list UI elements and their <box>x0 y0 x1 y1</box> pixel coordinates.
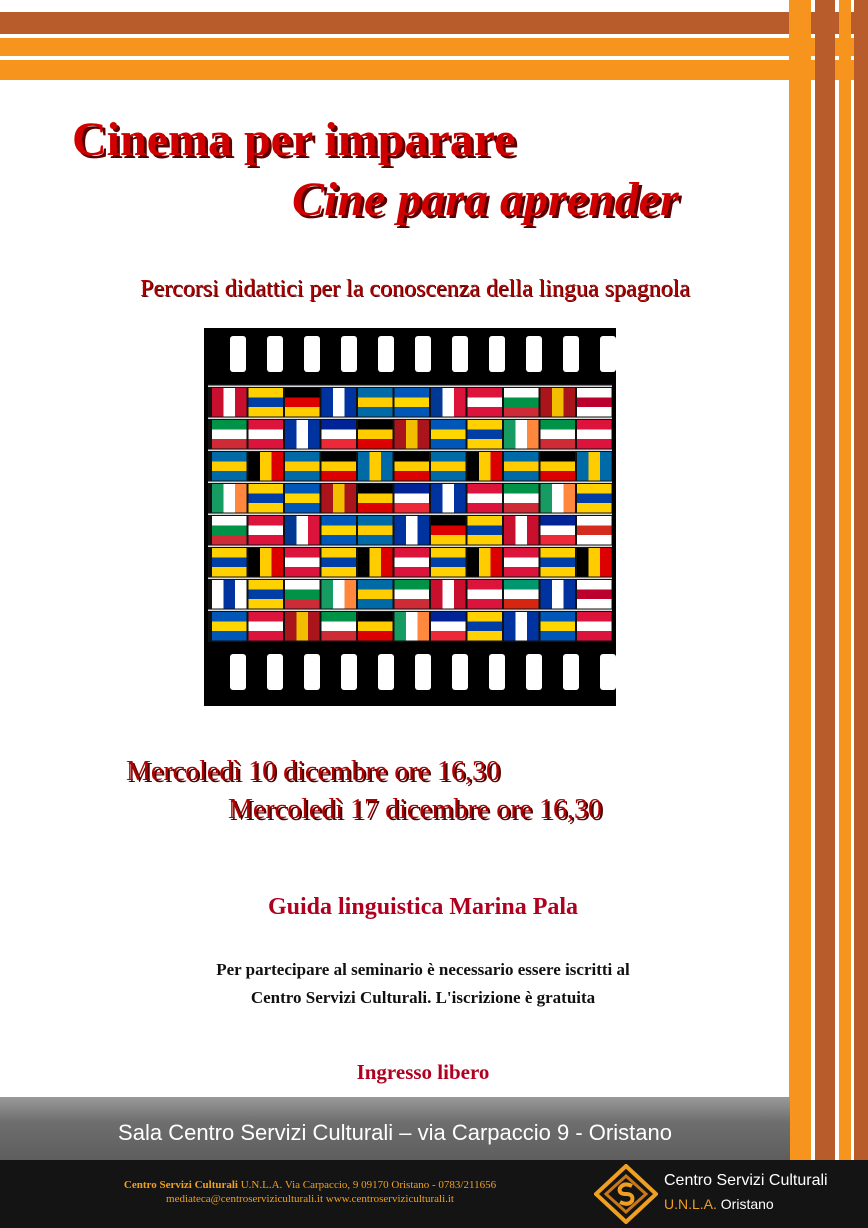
flag-cell <box>541 580 576 609</box>
perforation-hole <box>341 336 357 372</box>
perforation-hole <box>304 654 320 690</box>
flag-cell <box>212 484 247 513</box>
perforation-hole <box>526 336 542 372</box>
flag-cell <box>322 580 357 609</box>
flag-cell <box>577 548 612 577</box>
flag-cell <box>212 388 247 417</box>
flag-cell <box>285 420 320 449</box>
flag-cell <box>541 516 576 545</box>
right-stripe-brown-2 <box>854 0 868 1160</box>
date-first: Mercoledì 10 dicembre ore 16,30 <box>126 756 500 787</box>
venue-text: Sala Centro Servizi Culturali – via Carpaccio 9 - Oristano <box>118 1120 672 1145</box>
flag-cell <box>395 388 430 417</box>
flag-cell <box>322 548 357 577</box>
registration-note <box>0 956 846 1012</box>
flag-cell <box>322 484 357 513</box>
flag-cell <box>395 452 430 481</box>
date-second: Mercoledì 17 dicembre ore 16,30 <box>228 794 602 825</box>
perforation-hole <box>341 654 357 690</box>
perforation-hole <box>452 654 468 690</box>
flag-cell <box>541 484 576 513</box>
perforation-hole <box>378 336 394 372</box>
flag-cell <box>322 388 357 417</box>
flag-cell <box>577 516 612 545</box>
perforation-hole <box>600 654 616 690</box>
flag-cell <box>541 612 576 641</box>
flag-cell <box>468 452 503 481</box>
flag-cell <box>285 452 320 481</box>
flag-cell <box>577 580 612 609</box>
flag-cell <box>212 548 247 577</box>
flag-cell <box>431 516 466 545</box>
flag-cell <box>285 612 320 641</box>
logo-city: Oristano <box>716 1196 774 1212</box>
flag-cell <box>431 420 466 449</box>
flag-cell <box>358 452 393 481</box>
footer-contacts[interactable]: mediateca@centroserviziculturali.it www.centroserviziculturali.it <box>166 1193 454 1205</box>
perforation-hole <box>230 654 246 690</box>
flag-cell <box>212 580 247 609</box>
flag-cell <box>504 388 539 417</box>
footer-address: U.N.L.A. Via Carpaccio, 9 09170 Oristano - 0783/211656 <box>237 1179 497 1191</box>
perforation-hole <box>526 654 542 690</box>
flag-cell <box>395 516 430 545</box>
flag-cell <box>285 388 320 417</box>
flag-cell <box>358 612 393 641</box>
logo-org-name: Centro Servizi Culturali <box>664 1172 828 1189</box>
flag-cell <box>395 548 430 577</box>
flag-cell <box>358 388 393 417</box>
flag-cell <box>285 484 320 513</box>
footer-org-name: Centro Servizi Culturali <box>123 1179 238 1191</box>
flag-cell <box>431 388 466 417</box>
logo-unla: U.N.L.A. <box>664 1196 717 1212</box>
subtitle: Percorsi didattici per la conoscenza della lingua spagnola <box>140 276 690 302</box>
flag-cell <box>249 452 284 481</box>
guide-name: Guida linguistica Marina Pala <box>267 894 579 920</box>
flag-cell <box>249 548 284 577</box>
flag-cell <box>431 452 466 481</box>
perforation-hole <box>304 336 320 372</box>
film-strip-flags-image <box>200 326 620 710</box>
perforation-hole <box>563 654 579 690</box>
flag-cell <box>504 420 539 449</box>
flag-cell <box>431 548 466 577</box>
perforation-hole <box>563 336 579 372</box>
flag-cell <box>322 452 357 481</box>
flag-cell <box>322 516 357 545</box>
top-stripe-orange <box>0 38 868 56</box>
flag-cell <box>541 452 576 481</box>
title-spanish: Cine para aprender <box>292 173 679 226</box>
flag-cell <box>504 516 539 545</box>
flag-cell <box>468 388 503 417</box>
top-stripe-brown <box>0 12 868 34</box>
flag-cell <box>358 516 393 545</box>
flag-cell <box>249 516 284 545</box>
perforation-hole <box>378 654 394 690</box>
flag-cell <box>249 484 284 513</box>
title-italian: Cinema per imparare <box>72 113 516 166</box>
flag-cell <box>504 548 539 577</box>
flag-cell <box>322 612 357 641</box>
flag-cell <box>212 516 247 545</box>
free-entry: Ingresso libero <box>356 1060 490 1084</box>
flag-cell <box>577 388 612 417</box>
perforation-hole <box>230 336 246 372</box>
flag-cell <box>358 548 393 577</box>
flag-cell <box>395 420 430 449</box>
flag-cell <box>212 612 247 641</box>
flag-cell <box>504 580 539 609</box>
flag-cell <box>431 612 466 641</box>
flag-cell <box>395 484 430 513</box>
top-stripe-orange-2 <box>0 60 868 80</box>
perforation-hole <box>415 654 431 690</box>
footer-address-line <box>80 1179 540 1191</box>
flag-cell <box>468 580 503 609</box>
flag-cell <box>431 580 466 609</box>
perforation-hole <box>452 336 468 372</box>
flag-cell <box>468 420 503 449</box>
flag-cell <box>577 612 612 641</box>
flag-cell <box>468 548 503 577</box>
flag-cell <box>212 420 247 449</box>
flag-cell <box>249 420 284 449</box>
flag-cell <box>577 420 612 449</box>
perforation-hole <box>267 654 283 690</box>
perforation-hole <box>489 336 505 372</box>
logo-org-subtitle <box>664 1196 774 1212</box>
flag-cell <box>431 484 466 513</box>
flag-cell <box>541 388 576 417</box>
flag-cell <box>322 420 357 449</box>
flag-cell <box>285 580 320 609</box>
flag-cell <box>468 484 503 513</box>
perforation-hole <box>415 336 431 372</box>
csc-logo-icon <box>594 1164 658 1224</box>
flag-cell <box>395 612 430 641</box>
flag-cell <box>504 452 539 481</box>
flag-cell <box>249 612 284 641</box>
note-line-2: Centro Servizi Culturali. L'iscrizione è gratuita <box>250 988 596 1007</box>
flag-cell <box>249 580 284 609</box>
flag-cell <box>249 388 284 417</box>
perforation-hole <box>600 336 616 372</box>
flag-cell <box>577 452 612 481</box>
flag-cell <box>468 516 503 545</box>
flag-cell <box>212 452 247 481</box>
flag-cell <box>285 516 320 545</box>
flag-cell <box>504 612 539 641</box>
perforation-hole <box>489 654 505 690</box>
flag-cell <box>577 484 612 513</box>
flag-cell <box>541 420 576 449</box>
flag-cell <box>541 548 576 577</box>
flag-cell <box>358 420 393 449</box>
flag-cell <box>358 484 393 513</box>
flag-cell <box>468 612 503 641</box>
flag-cell <box>504 484 539 513</box>
flag-cell <box>395 580 430 609</box>
perforation-hole <box>267 336 283 372</box>
note-line-1: Per partecipare al seminario è necessario essere iscritti al <box>216 960 630 979</box>
flag-cell <box>358 580 393 609</box>
flag-cell <box>285 548 320 577</box>
